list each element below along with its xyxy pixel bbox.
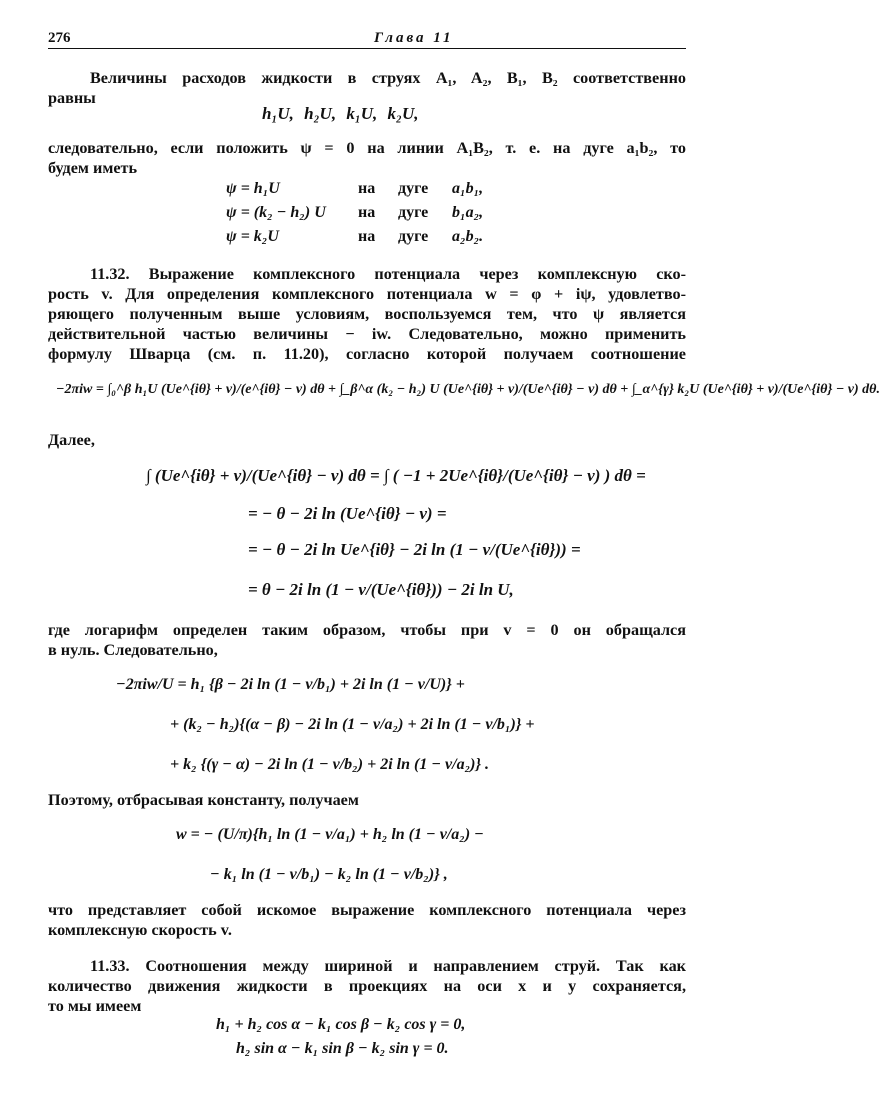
equation-flows: h₁U, h₂U, k₁U, k₂U, [262, 104, 419, 123]
paragraph-line: будем иметь [48, 159, 138, 177]
paragraph-line: где логарифм определен таким образом, чтобы при v = 0 он обращался [48, 621, 686, 639]
equation-integral-line: = θ − 2i ln (1 − v/(Ue^{iθ})) − 2i ln U, [248, 580, 514, 599]
paragraph-line: формулу Шварца (см. п. 11.20), согласно которой получаем соотношение [48, 345, 686, 363]
paragraph-line: ряющего полученным выше условиям, воспользуемся тем, что ψ является [48, 305, 686, 323]
psi-arc: дуге [398, 204, 429, 221]
equation-w-line: −2πiw/U = h₁ {β − 2i ln (1 − v/b₁) + 2i ln (1 − v/U)} + [116, 676, 465, 693]
equation-final-line: − k₁ ln (1 − v/b₁) − k₂ ln (1 − v/b₂)} , [210, 866, 448, 883]
psi-lhs: ψ = k₂U [226, 228, 279, 245]
psi-on: на [358, 204, 376, 221]
paragraph-line: действительной частью величины − iw. Следовательно, можно применить [48, 325, 686, 343]
equation-integral-line: = − θ − 2i ln Ue^{iθ} − 2i ln (1 − v/(Ue^{iθ})) = [248, 540, 581, 559]
psi-on: на [358, 180, 376, 197]
equation-w-line: + k₂ {(γ − α) − 2i ln (1 − v/b₂) + 2i ln (1 − v/a₂)} . [170, 756, 490, 773]
paragraph-line: Далее, [48, 431, 95, 449]
paragraph-line: комплексную скорость v. [48, 921, 232, 939]
section-heading-11-32: 11.32. Выражение комплексного потенциала через комплексную ско- [90, 265, 686, 283]
equation-integral-line: ∫ (Ue^{iθ} + v)/(Ue^{iθ} − v) dθ = ∫ ( −1 + 2Ue^{iθ}/(Ue^{iθ} − v) ) dθ = [146, 466, 646, 485]
psi-arc: дуге [398, 228, 429, 245]
equation-momentum: h₂ sin α − k₁ sin β − k₂ sin γ = 0. [236, 1040, 449, 1057]
paragraph-line: количество движения жидкости в проекциях на оси x и y сохраняется, [48, 977, 686, 995]
paragraph-line: что представляет собой искомое выражение комплексного потенциала через [48, 901, 686, 919]
psi-lhs: ψ = h₁U [226, 180, 280, 197]
paragraph-line: рость v. Для определения комплексного потенциала w = φ + iψ, удовлетво- [48, 285, 686, 303]
equation-momentum: h₁ + h₂ cos α − k₁ cos β − k₂ cos γ = 0, [216, 1016, 466, 1033]
equation-integral-line: = − θ − 2i ln (Ue^{iθ} − v) = [248, 504, 447, 523]
paragraph-line: следовательно, если положить ψ = 0 на линии A₁B₂, т. е. на дуге a₁b₂, то [48, 139, 686, 157]
section-heading-11-33: 11.33. Соотношения между шириной и направлением струй. Так как [90, 957, 686, 975]
psi-on: на [358, 228, 376, 245]
equation-final-line: w = − (U/π){h₁ ln (1 − v/a₁) + h₂ ln (1 − v/a₂) − [176, 826, 484, 843]
equation-w-line: + (k₂ − h₂){(α − β) − 2i ln (1 − v/a₂) + 2i ln (1 − v/b₁)} + [170, 716, 535, 733]
psi-arc: дуге [398, 180, 429, 197]
paragraph-line: Величины расходов жидкости в струях A₁, A₂, B₁, B₂ соответственно [90, 69, 686, 87]
psi-arc-name: a₂b₂. [452, 228, 484, 245]
running-header [48, 30, 686, 49]
psi-lhs: ψ = (k₂ − h₂) U [226, 204, 326, 221]
page-number: 276 [48, 30, 71, 46]
psi-arc-name: a₁b₁, [452, 180, 484, 197]
psi-arc-name: b₁a₂, [452, 204, 484, 221]
paragraph-line: то мы имеем [48, 997, 142, 1015]
chapter-title: Глава 11 [374, 30, 454, 46]
paragraph-line: в нуль. Следовательно, [48, 641, 218, 659]
paragraph-line: равны [48, 89, 96, 107]
paragraph-line: Поэтому, отбрасывая константу, получаем [48, 791, 359, 809]
equation-schwarz: −2πiw = ∫₀^β h₁U (Ue^{iθ} + v)/(e^{iθ} − v) dθ + ∫_β^α (k₂ − h₂) U (Ue^{iθ} + v)/(Ue^{iθ} − v) dθ + ∫_α^{γ} k₂U (Ue^{iθ} + v)/(Ue^{iθ} − v) dθ. [56, 382, 880, 397]
